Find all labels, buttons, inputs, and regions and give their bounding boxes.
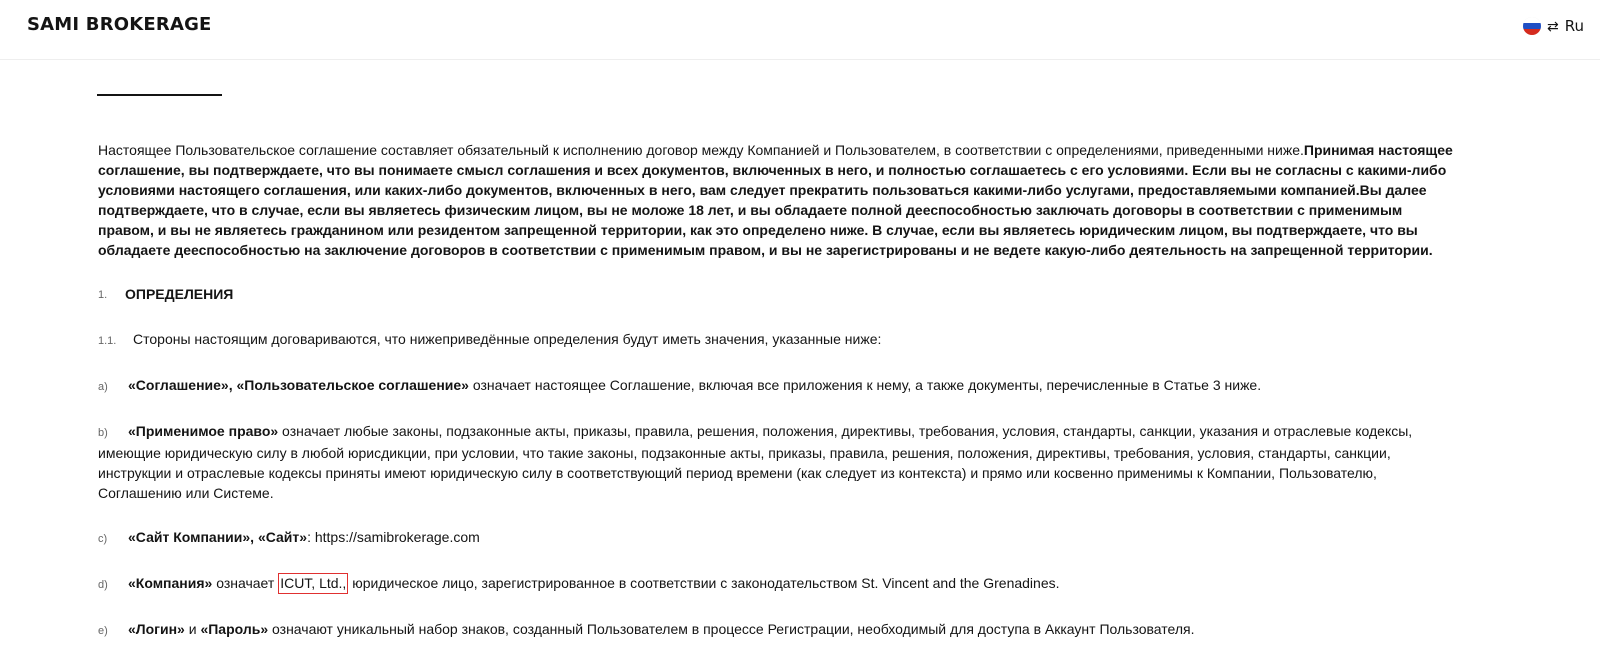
definition-term-password: «Пароль» [200,621,269,637]
definition-term: «Компания» [128,575,213,591]
highlighted-company-name: ICUT, Ltd., [278,573,348,594]
site-header [0,0,1600,60]
language-label: Ru [1564,17,1584,35]
definition-c [98,527,1458,549]
definition-joiner: и [184,621,201,637]
section-number: 1. [98,289,108,301]
definition-text: означает любые законы, подзаконные акты, приказы, правила, решения, положения, директивы, требования, условия, стандарты, санкции, указания и отраслевые кодексы, имеющие юридическую силу в любой юрисдикции, при условии, что такие законы, подзаконные акты, приказы, правила, решения, положения, директивы, требования, условия, стандарты, санкции, инструкции и отраслевые кодексы приняты имеют юридическую силу в соответствующий период времени (как следует из контекста) и прямо или косвенно применимы к Компании, Пользователю, Соглашению или Системе. [98,423,1413,501]
definition-marker: e) [98,625,108,637]
definition-term: «Применимое право» [128,423,279,439]
swap-arrows-icon: ⇄ [1547,18,1559,34]
section-heading [98,284,1458,305]
definition-e [98,619,1458,641]
intro-paragraph [98,140,1458,260]
definition-a [98,375,1458,397]
logo[interactable]: SAMI BROKERAGE [27,14,212,35]
definition-term: «Соглашение», «Пользовательское соглашение» [128,377,469,393]
title-underline [97,94,222,96]
clause-number: 1.1. [98,335,117,347]
definition-marker: a) [98,381,108,393]
definition-text: : https://samibrokerage.com [307,529,480,545]
clause-text: Стороны настоящим договариваются, что нижеприведённые определения будут иметь значения, указанные ниже: [133,331,882,347]
agreement-content [98,94,1458,641]
intro-normal-text: Настоящее Пользовательское соглашение составляет обязательный к исполнению договор между Компанией и Пользователем, в соответствии с определениями, приведенными ниже. [98,142,1304,158]
definition-text: означают уникальный набор знаков, созданный Пользователем в процессе Регистрации, необходимый для доступа в Аккаунт Пользователя. [268,621,1195,637]
clause-1-1 [98,329,1458,351]
definition-d [98,573,1458,595]
definition-term: «Сайт Компании», «Сайт» [128,529,308,545]
definition-marker: d) [98,579,108,591]
definition-text: означает настоящее Соглашение, включая все приложения к нему, а также документы, перечисленные в Статье 3 ниже. [468,377,1262,393]
definition-term-login: «Логин» [128,621,185,637]
definition-marker: b) [98,427,108,439]
definition-text-after: юридическое лицо, зарегистрированное в соответствии с законодательством St. Vincent and the Grenadines. [348,575,1060,591]
language-switcher[interactable] [1523,17,1584,35]
intro-bold-text: Принимая настоящее соглашение, вы подтверждаете, что вы понимаете смысл соглашения и всех документов, включенных в него, и полностью соглашаетесь с его условиями. Если вы не согласны с какими-либо условиями настоящего соглашения, или каких-либо документов, включенных в него, вам следует прекратить пользоваться какими-либо услугами, предоставляемыми компанией.Вы далее подтверждаете, что в случае, если вы являетесь физическим лицом, вы не моложе 18 лет, и вы обладаете полной дееспособностью заключать договоры в соответствии с применимым правом, и вы не являетесь гражданином или резидентом запрещенной территории, как это определено ниже. В случае, если вы являетесь юридическим лицом, вы подтверждаете, что вы обладаете дееспособностью на заключение договоров в соответствии с применимым правом, и вы не зарегистрированы и не ведете какую-либо деятельность на запрещенной территории. [98,142,1453,258]
section-title: ОПРЕДЕЛЕНИЯ [125,286,234,302]
definition-b [98,421,1458,503]
definition-marker: c) [98,533,108,545]
definition-text-before: означает [212,575,279,591]
russia-flag-icon [1523,17,1541,35]
